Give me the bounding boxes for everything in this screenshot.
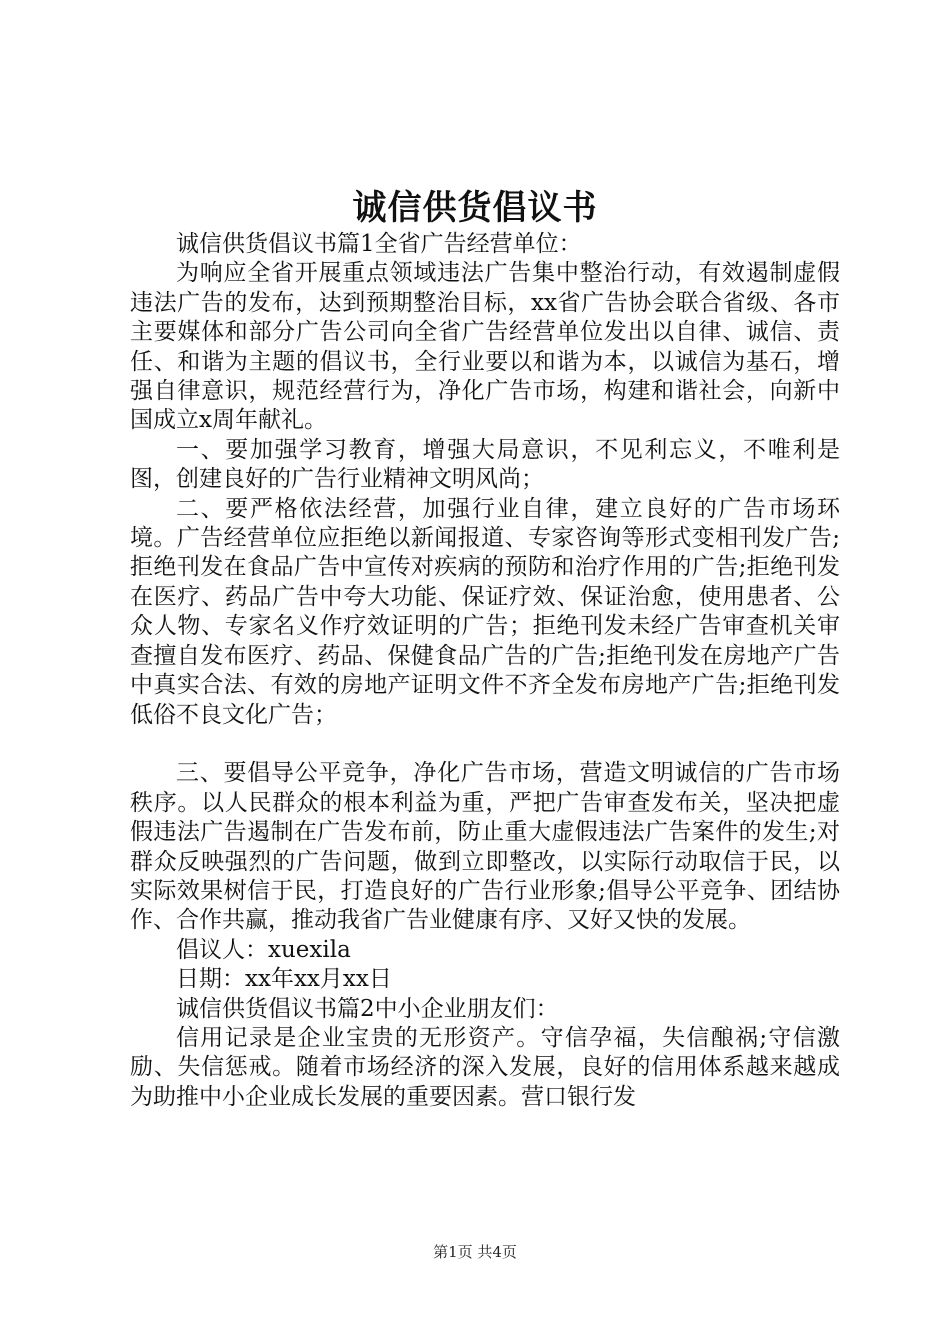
page-indicator: 第1页 共4页	[433, 1243, 517, 1261]
paragraph-4: 二、要严格依法经营，加强行业自律，建立良好的广告市场环境。广告经营单位应拒绝以新闻报道、专家咨询等形式变相刊发广告;拒绝刊发在食品广告中宣传对疾病的预防和治疗作用的广告;拒绝刊发在医疗、药品广告中夸大功能、保证疗效、保证治愈，使用患者、公众人物、专家名义作疗效证明的广告；拒绝刊发未经广告审查机关审查擅自发布医疗、药品、保健食品广告的广告;拒绝刊发在房地产广告中真实合法、有效的房地产证明文件不齐全发布房地产广告;拒绝刊发低俗不良文化广告；	[130, 495, 840, 728]
paragraph-1: 诚信供货倡议书篇1全省广告经营单位：	[176, 231, 582, 257]
blank-line	[130, 730, 840, 759]
paragraph-5: 三、要倡导公平竞争，净化广告市场，营造文明诚信的广告市场秩序。以人民群众的根本利益为重，严把广告审查发布关，坚决把虚假违法广告遏制在广告发布前，防止重大虚假违法广告案件的发生;对群众反映强烈的广告问题，做到立即整改，以实际行动取信于民，以实际效果树信于民，打造良好的广告行业形象;倡导公平竞争、团结协作、合作共赢，推动我省广告业健康有序、又好又快的发展。	[130, 760, 840, 934]
paragraph-signer: 倡议人：xuexila	[176, 936, 351, 963]
paragraph-7: 信用记录是企业宝贵的无形资产。守信孕福，失信酿祸;守信激励、失信惩戒。随着市场经济的深入发展，良好的信用体系越来越成为助推中小企业成长发展的重要因素。营口银行发	[130, 1024, 840, 1110]
paragraph-date: 日期：xx年xx月xx日	[176, 966, 392, 993]
document-body	[130, 230, 840, 1112]
document-title: 诚信供货倡议书	[352, 188, 598, 228]
paragraph-2: 为响应全省开展重点领域违法广告集中整治行动，有效遏制虚假违法广告的发布，达到预期整治目标，xx省广告协会联合省级、各市主要媒体和部分广告公司向全省广告经营单位发出以自律、诚信、责任、和谐为主题的倡议书，全行业要以和谐为本，以诚信为基石，增强自律意识，规范经营行为，净化广告市场，构建和谐社会，向新中国成立x周年献礼。	[130, 260, 840, 434]
paragraph-3: 一、要加强学习教育，增强大局意识，不见利忘义，不唯利是图，创建良好的广告行业精神文明风尚；	[130, 436, 840, 493]
paragraph-6: 诚信供货倡议书篇2中小企业朋友们：	[176, 995, 559, 1022]
